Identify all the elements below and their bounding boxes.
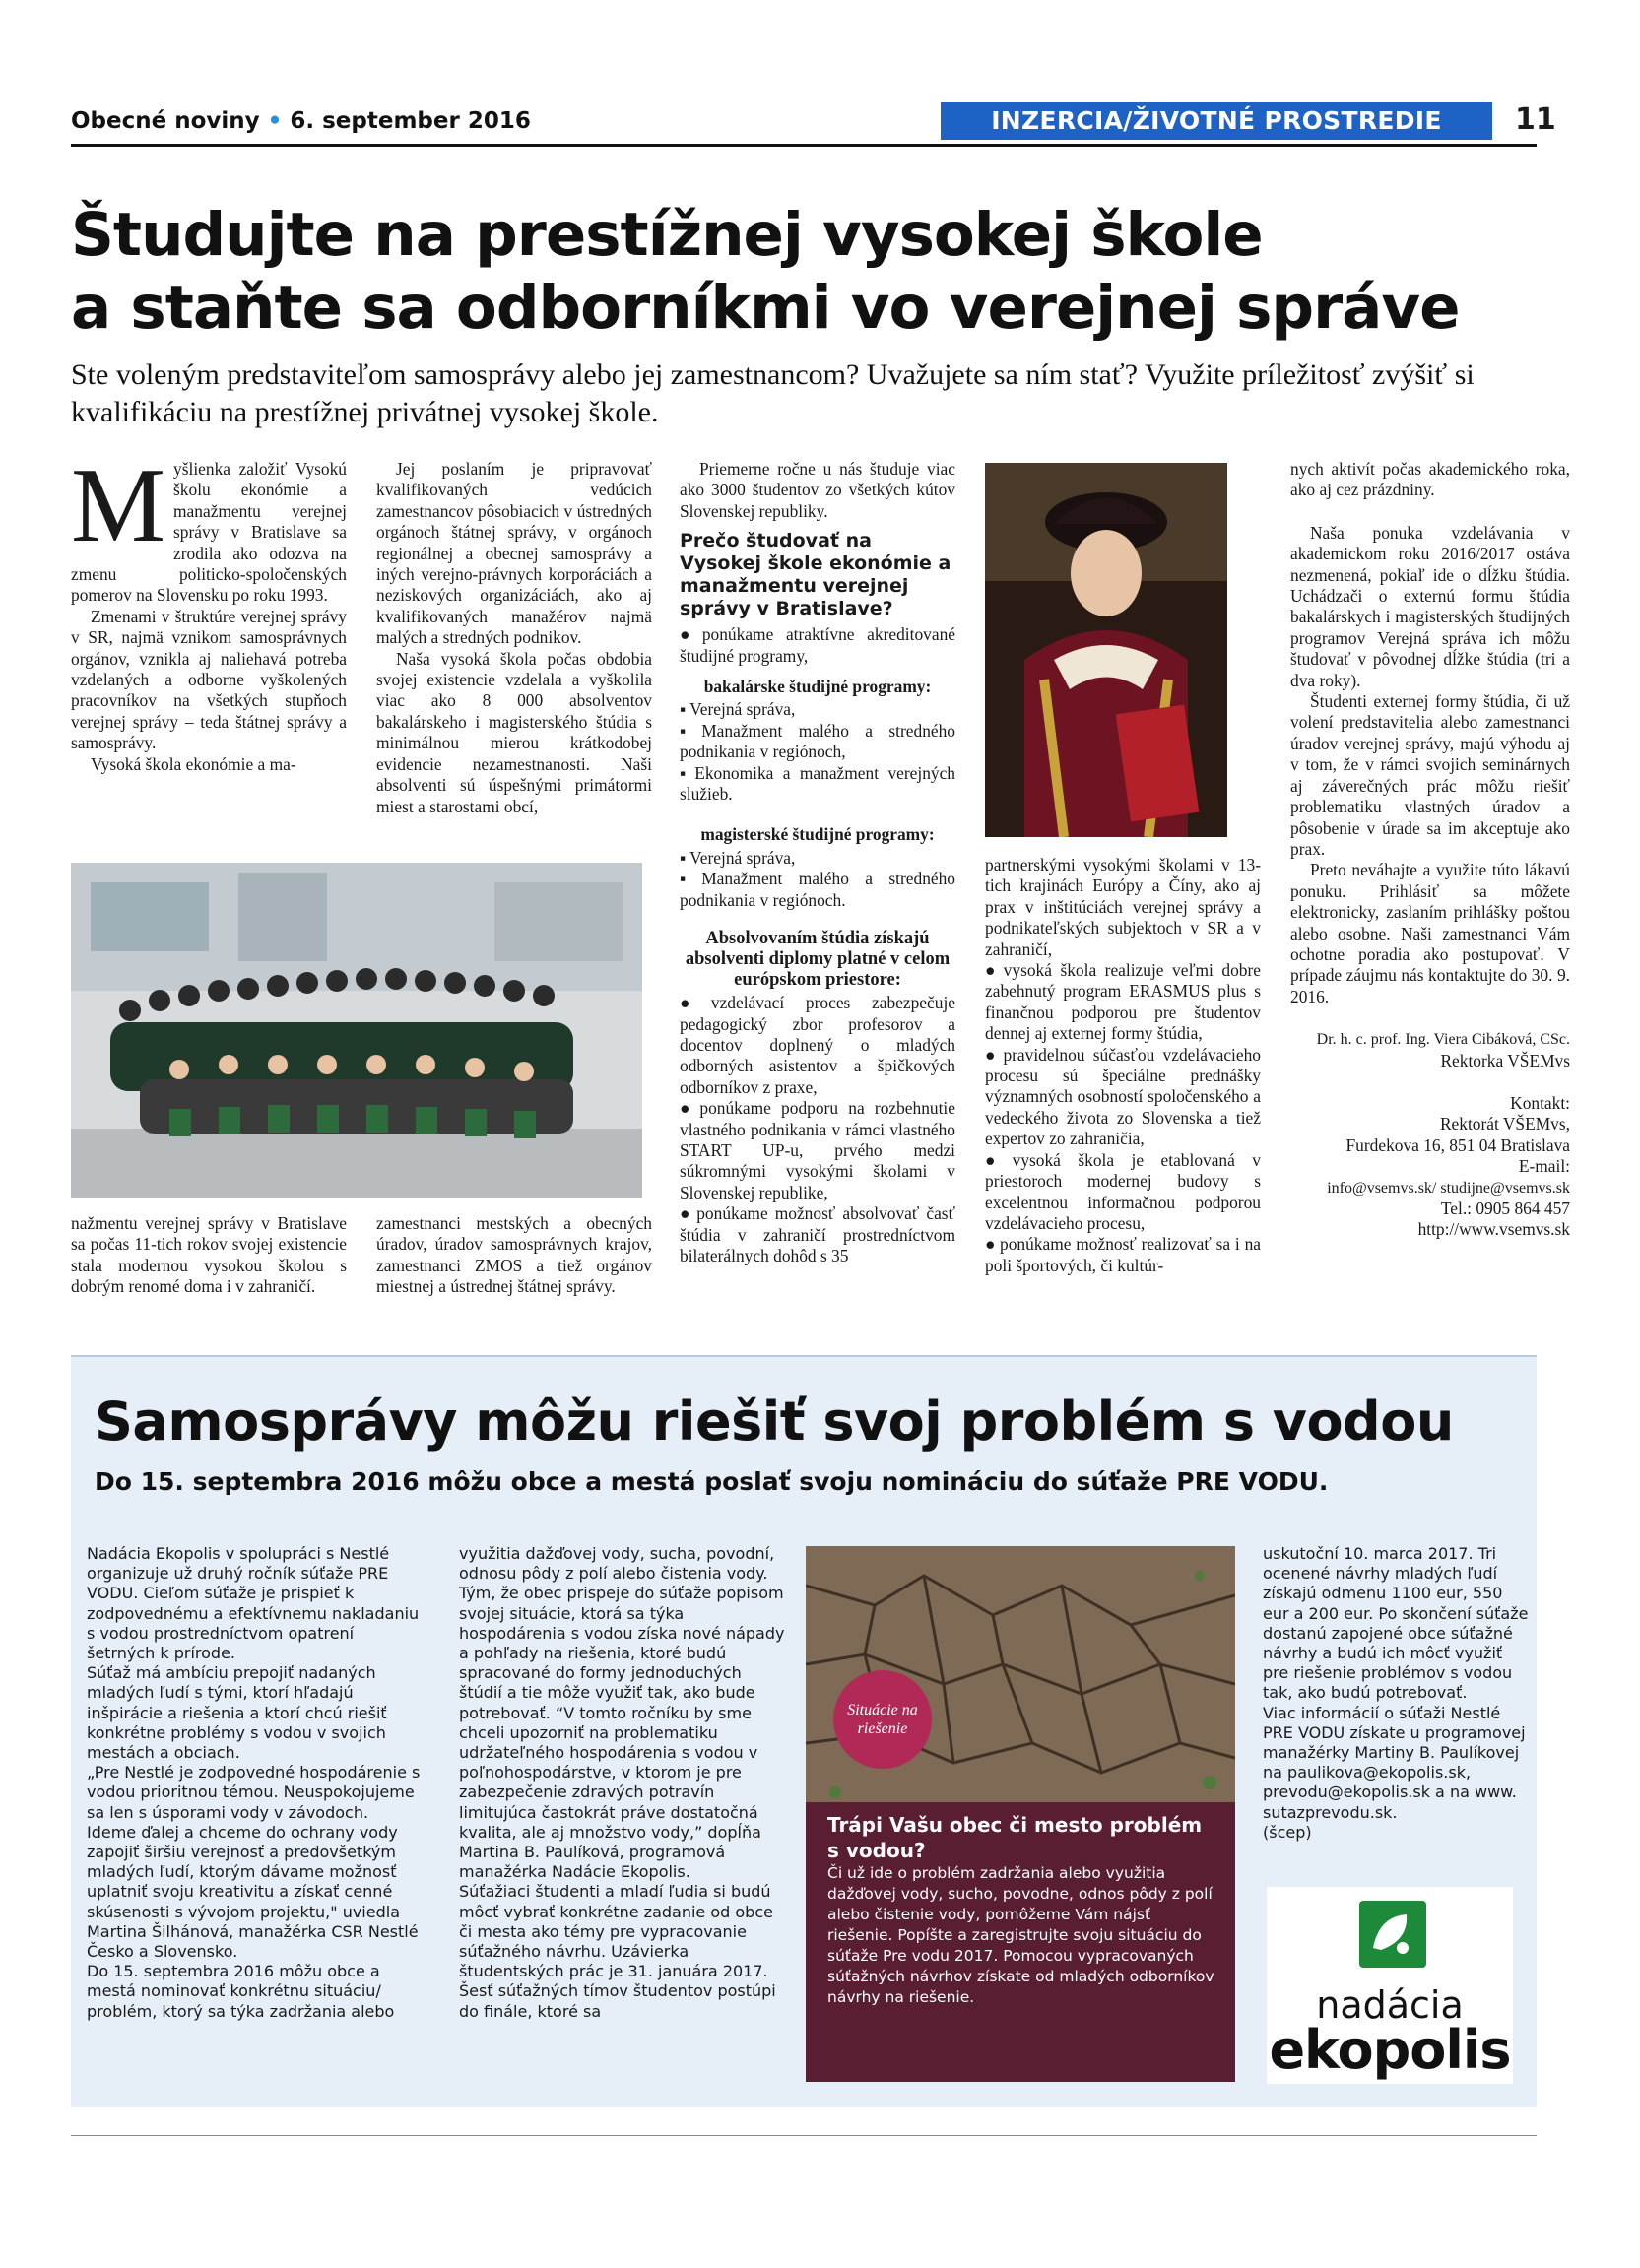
bullet-item: ● vysoká škola je etablovaná v priestoroch modernej budovy s excelentnou informačnou podporou vzdelávacieho procesu,: [985, 1150, 1261, 1235]
contact-phone: Tel.: 0905 864 457: [1440, 1199, 1570, 1218]
paragraph: „Pre Nestlé je zodpovedné hospodárenie s vodou prioritnou témou. Neuspokojujeme sa len s úsporami vody v závodoch. Ideme ďalej a chceme do ochrany vody zapojiť širšiu verejnosť a predovšetkým mladých ľudí, ktorým dávame možnosť uplatniť svoju kreativitu a získať cenné skúsenosti s vývojom projektu," uviedla Martina Šilhánová, manažérka CSR Nestlé Česko a Slovensko.: [87, 1763, 421, 1962]
contact-label: Kontakt:: [1510, 1092, 1570, 1113]
article1-col5: [1290, 459, 1570, 1241]
article1-col2: [376, 459, 652, 817]
paragraph: využitia dažďovej vody, sucha, povodní, odnosu pôdy z polí alebo čistenia vody. Tým, že obec prispeje do súťaže popisom svojej situácie, ktorá sa týka hospodárenia s vodou získa nové nápady a pohľady na riešenia, ktoré budú spracované do formy jednoduchých štúdií a tie môže využiť tak, ako bude potrebovať. “V tomto ročníku by sme chceli upozorniť na problematiku udržateľného hospodárenia s vodou v poľnohospodárstve, v ktorom je pre zabezpečenie zdravých potravín limitujúca častokrát práve dostatočná kvalita, ale aj množstvo vody,” dopĺňa Martina B. Paulíková, programová manažérka Nadácie Ekopolis.: [459, 1544, 785, 1882]
article2-col2: [459, 1544, 786, 2022]
ad-body: Či už ide o problém zadržania alebo využitia dažďovej vody, sucho, povodne, odnos pôdy z polí alebo čistenie vody, pomôžeme Vám nájsť riešenie. Popíšte a zaregistrujte svoju situáciu do súťaže Pre vodu 2017. Pomocou vypracovaných súťažných návrhov získate od mladých odborníkov návrhy na riešenie.: [827, 1864, 1214, 2006]
section-label: INZERCIA/ŽIVOTNÉ PROSTREDIE: [941, 102, 1492, 140]
masthead: [71, 108, 531, 134]
contact-email-label: E-mail:: [1518, 1156, 1570, 1177]
paragraph: Súťaž má ambíciu prepojiť nadaných mladých ľudí s tými, ktorí hľadajú inšpirácie a riešenia a ktorí chcú riešiť konkrétne problémy s vodou v svojich mestách a obciach.: [87, 1663, 387, 1763]
paragraph: Zmenami v štruktúre verejnej správy v SR, najmä vznikom samosprávnych orgánov, vznikla aj naliehavá potreba vzdelaných a odborne vyškolených pracovníkov na všetkých stupňoch verejnej správy – teda štátnej správy a samosprávy.: [71, 606, 347, 753]
situations-badge: Situácie na riešenie: [833, 1670, 932, 1769]
graduates-photo-illustration: [71, 863, 642, 1198]
rector-photo-illustration: [985, 463, 1227, 837]
header-rule: [71, 144, 1537, 147]
separator-dot: •: [267, 108, 283, 134]
signature-name: Dr. h. c. prof. Ing. Viera Cibáková, CSc.: [1316, 1031, 1570, 1049]
paragraph: Preto neváhajte a využite túto lákavú ponuku. Prihlásiť sa môžete elektronicky, zaslaním prihlášky poštou alebo osobne. Naši zamestnanci Vám ochotne poradia ako postupovať. V prípade záujmu nás kontaktujte do 30. 9. 2016.: [1290, 860, 1570, 1006]
paragraph: Študenti externej formy štúdia, či už volení predstavitelia alebo zamestnanci úradov verejnej správy, majú výhodu aj v tom, že v rámci svojich seminárnych aj záverečných prác môžu riešiť problematiku vlastných úradov a pôsobenie v úrade sa im akceptuje ako prax.: [1290, 691, 1570, 859]
footer-rule: [71, 2135, 1537, 2136]
contact-email: info@vsemvs.sk/ studijne@vsemvs.sk: [1327, 1179, 1570, 1197]
paragraph: Vysoká škola ekonómie a ma-: [91, 753, 296, 774]
list-item: ▪ Manažment malého a stredného podnikania v regiónoch,: [680, 721, 955, 763]
bullet-item: ● vysoká škola realizuje veľmi dobre zabehnutý program ERASMUS plus s finančnou podporou pre študentov dennej aj externej formy štúdia,: [985, 960, 1261, 1045]
bullet-item: ● ponúkame možnosť absolvovať časť štúdia v zahraničí prostredníctvom bilaterálnych dohôd s 35: [680, 1203, 955, 1266]
bullet-item: ● pravidelnou súčasťou vzdelávacieho procesu sú špeciálne prednášky významných osobností spoločenského a vedeckého života zo Slovenska a tiež expertov zo zahraničia,: [985, 1045, 1261, 1150]
paragraph: zamestnanci mestských a obecných úradov, úradov samosprávnych krajov, zamestnanci ZMOS a tiež orgánov miestnej a ústrednej štátnej správy.: [376, 1213, 652, 1297]
article1-col1-continued: [71, 1213, 347, 1298]
paragraph: partnerskými vysokými školami v 13-tich krajinách Európy a Číny, ako aj prax v inštitúciách verejnej správy a podnikateľských subjektoch v SR a v zahraničí,: [985, 855, 1261, 959]
list-item: ▪ Verejná správa,: [680, 699, 955, 720]
paragraph: Jej poslaním je pripravovať kvalifikovaných vedúcich zamestnancov pôsobiacich v ústredných orgánoch štátnej správy, v orgánoch regionálnej a obecnej samosprávy a iných verejno-právnych korporáciách a neziskových organizáciách, ako aj kvalifikovaných manažérov najmä malých a stredných podnikov.: [376, 459, 652, 648]
list-item: ▪ Manažment malého a stredného podnikania v regiónoch.: [680, 869, 955, 911]
logo-text-big: ekopolis: [1269, 2019, 1511, 2081]
paragraph: Viac informácií o súťaži Nestlé PRE VODU získate u programovej manažérky Martiny B. Paulíkovej na paulikova@ekopolis.sk, prevodu@ekopolis.sk a na www. sutazprevodu.sk.: [1263, 1703, 1526, 1822]
article2-col1: [87, 1544, 422, 2022]
contact-web: http://www.vsemvs.sk: [1417, 1219, 1570, 1240]
ad-title: Trápi Vašu obec či mesto problém s vodou?: [827, 1813, 1203, 1862]
ad-text-block: [827, 1812, 1217, 2008]
ekopolis-leaf-icon: [1359, 1901, 1426, 1968]
bullet-item: ● ponúkame možnosť realizovať sa i na poli športových, či kultúr-: [985, 1234, 1261, 1276]
logo-mark-icon: [1359, 1901, 1426, 1968]
paragraph: Priemerne ročne u nás študuje viac ako 3000 študentov zo všetkých kútov Slovenskej republiky.: [680, 459, 955, 521]
paragraph: Do 15. septembra 2016 môžu obce a mestá nominovať konkrétnu situáciu/ problém, ktorý sa týka zadržania alebo: [87, 1962, 395, 2021]
paragraph: Naša vysoká škola počas obdobia svojej existencie vzdelala a vyškolila viac ako 8 000 absolventov bakalárskeho i magisterského štúdia s minimálnou mierou krátkodobej evidencie nezamestnanosti. Naši absolventi sú úspešnými primátormi miest a starostami obcí,: [376, 648, 652, 816]
diploma-heading: Absolvovaním štúdia získajú absolventi diplomy platné v celom európskom priestore:: [685, 929, 951, 991]
issue-date: 6. september 2016: [290, 108, 531, 134]
master-programs-heading: magisterské študijné programy:: [700, 824, 935, 845]
graduates-group-photo: [71, 863, 642, 1198]
paragraph: yšlienka založiť Vysokú školu ekonómie a manažmentu verejnej správy v Bratislave sa zrodila ako odozva na zmenu politicko-spoločenských pomerov na Slovensku po roku 1993.: [71, 459, 347, 606]
page-number: 11: [1515, 102, 1556, 137]
bullet-item: ● vzdelávací proces zabezpečuje pedagogický zbor profesorov a docentov doplnený o mladých odborných asistentov a špičkových odborníkov z praxe,: [680, 993, 955, 1098]
article2-col3: [1263, 1544, 1529, 1843]
dropcap: M: [71, 447, 166, 564]
list-item: ▪ Ekonomika a manažment verejných služieb.: [680, 763, 955, 806]
rector-photo: [985, 463, 1227, 837]
article1-col4: [985, 855, 1261, 1276]
article1-lead: Ste voleným predstaviteľom samosprávy alebo jej zamestnancom? Uvažujete sa ním stať? Využite príležitosť zvýšiť si kvalifikáciu na prestížnej privátnej vysokej škole.: [71, 358, 1475, 428]
paragraph: nych aktivít počas akademického roka, ako aj cez prázdniny.: [1290, 459, 1570, 500]
paragraph: Súťažiaci študenti a mladí ľudia si budú môcť vybrať konkrétne zadanie od obce či mesta ako témy pre vypracovanie súťažného návrhu. Uzávierka študentských prác je 31. januára 2017. Šesť súťažných tímov študentov postúpi do finále, ktoré sa: [459, 1882, 776, 2021]
paragraph: uskutoční 10. marca 2017. Tri ocenené návrhy mladých ľudí získajú odmenu 1100 eur, 550 eur a 200 eur. Po skončení súťaže dostanú zapojené obce súťažné návrhy a budú ich môcť využiť pre riešenie problémov s vodou tak, ako budú potrebovať.: [1263, 1544, 1529, 1703]
logo-text-small: nadácia: [1316, 1983, 1464, 2027]
list-item: ▪ Verejná správa,: [680, 848, 955, 869]
bachelor-programs-heading: bakalárske študijné programy:: [703, 677, 932, 697]
paragraph: Nadácia Ekopolis v spolupráci s Nestlé organizuje už druhý ročník súťaže PRE VODU. Cieľom súťaže je prispieť k zodpovednému a efektívnemu nakladaniu s vodou prostredníctvom opatrení šetrných k prírode.: [87, 1544, 420, 1663]
article1-col1: [71, 447, 347, 775]
contact-org: Rektorát VŠEMvs,: [1439, 1114, 1570, 1134]
article2-title: Samosprávy môžu riešiť svoj problém s vodou: [95, 1391, 1454, 1453]
signature-title: Rektorka VŠEMvs: [1440, 1050, 1570, 1070]
article1-title-line1: Študujte na prestížnej vysokej škole: [71, 200, 1263, 270]
article1-title-line2: a staňte sa odborníkmi vo verejnej správe: [71, 273, 1460, 343]
paragraph: (šcep): [1263, 1822, 1312, 1842]
article1-title: [71, 199, 1568, 345]
contact-address: Furdekova 16, 851 04 Bratislava: [1345, 1134, 1570, 1155]
bullet-item: ● ponúkame atraktívne akreditované študijné programy,: [680, 624, 955, 667]
publication-name: Obecné noviny: [71, 108, 260, 134]
paragraph: nažmentu verejnej správy v Bratislave sa počas 11-tich rokov svojej existencie stala modernou vysokou školou s dobrým renomé doma i v zahraničí.: [71, 1213, 347, 1297]
subheading: Prečo študovať na Vysokej škole ekonómie a manažmentu verejnej správy v Bratislave?: [680, 530, 951, 620]
bullet-item: ● ponúkame podporu na rozbehnutie vlastného podnikania v rámci vlastného START UP-u, prvého medzi súkromnými vysokými školami v Slovenskej republike,: [680, 1098, 955, 1203]
article1-col3: [680, 459, 955, 1266]
article1-col2-continued: [376, 1213, 652, 1298]
article2-lead: Do 15. septembra 2016 môžu obce a mestá poslať svoju nomináciu do súťaže PRE VODU.: [95, 1467, 1329, 1496]
paragraph: Naša ponuka vzdelávania v akademickom roku 2016/2017 ostáva nezmenená, pokiaľ ide o dĺžku štúdia. Uchádzači o externú formu štúdia bakalárskych i magisterských študijných programov Verejná správa ich môžu študovať v pôvodnej dĺžke štúdia (tri a dva roky).: [1290, 522, 1570, 690]
